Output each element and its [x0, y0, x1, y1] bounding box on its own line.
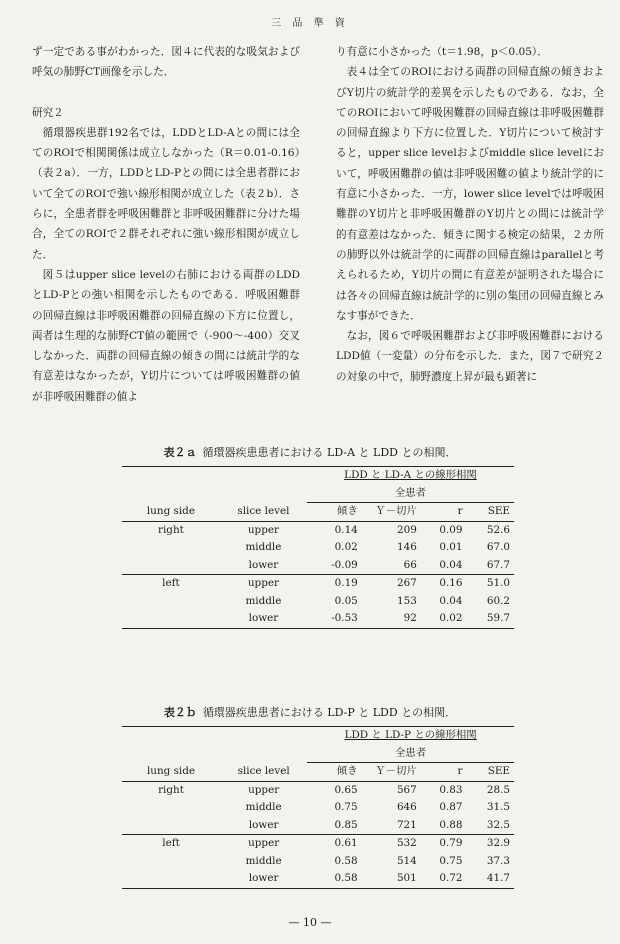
- table-cell: 532: [396, 837, 417, 849]
- table-cell: 0.83: [439, 783, 463, 796]
- table-cell: 0.58: [307, 870, 361, 888]
- table-cell: 0.01: [439, 541, 463, 553]
- table-cell: 0.16: [439, 577, 463, 589]
- table-cell: 0.04: [439, 594, 463, 607]
- table-b-subgroup-header: 全患者: [307, 745, 514, 763]
- table-cell: 153: [397, 594, 417, 607]
- table-cell: 0.65: [334, 783, 358, 796]
- table-cell: 0.02: [334, 541, 358, 553]
- table-a: [122, 466, 514, 629]
- table-cell: 92: [362, 610, 421, 628]
- table-cell: 501: [362, 870, 421, 888]
- table-a-title: [0, 444, 620, 460]
- table-cell: [122, 557, 220, 575]
- table-cell: 67.7: [467, 557, 514, 575]
- table-cell: 0.09: [439, 523, 463, 536]
- col-header: lung side: [122, 763, 220, 782]
- table-b-caption: 循環器疾患患者における LD-P と LDD との相関．: [202, 706, 457, 719]
- table-cell: 59.7: [467, 610, 514, 628]
- table-a-group-header: LDD と LD-A との線形相関: [344, 469, 477, 481]
- table-cell: 0.61: [334, 837, 358, 849]
- table-cell: 66: [362, 557, 421, 575]
- table-cell: 0.72: [421, 870, 467, 888]
- table-cell: 0.85: [307, 817, 361, 835]
- table-cell: lower: [220, 610, 307, 628]
- col-header: slice level: [220, 763, 307, 782]
- table-row: [122, 521, 514, 539]
- col-header: r: [421, 763, 467, 782]
- table-cell: 32.9: [486, 837, 510, 849]
- table-cell: [122, 817, 220, 835]
- table-b-group-header: LDD と LD-P との線形相関: [344, 729, 477, 741]
- table-a-subgroup-header: 全患者: [307, 485, 514, 503]
- table-cell: 514: [396, 854, 417, 867]
- table-cell: 0.02: [421, 610, 467, 628]
- col-header: 傾き: [307, 763, 361, 782]
- table-cell: upper: [248, 783, 280, 796]
- table-cell: 67.0: [486, 541, 510, 553]
- table-cell: 267: [397, 577, 417, 589]
- paragraph: 循環器疾患群192名では，LDDとLD-Aとの間には全てのROIで相関関係は成立しなかった（R＝0.01-0.16）（表２a）．一方，LDDとLD-Pとの間には全患者群において全てのROIで強い線形相関が成立した（表２b）．さらに，全患者群を呼吸困難群と非呼吸困難群に分けた場合，全てのROIで２群それぞれに強い線形相関が成立した．: [32, 126, 300, 261]
- table-cell: right: [158, 783, 184, 796]
- table-row: [122, 870, 514, 888]
- running-header: 三 品 準 資: [271, 18, 349, 29]
- col-header: r: [421, 503, 467, 522]
- table-row: [122, 835, 514, 853]
- table-cell: 0.75: [334, 801, 358, 813]
- table-cell: right: [158, 523, 184, 536]
- table-row: [122, 593, 514, 611]
- table-row: [122, 799, 514, 817]
- page-number: — 10 —: [288, 916, 332, 929]
- paragraph: なお，図６で呼吸困難群および非呼吸困難群におけるLDD値（一変量）の分布を示した．また，図７で研究２の対象の中で，肺野濃度上昇が最も顕著に: [336, 330, 604, 383]
- table-cell: 0.14: [334, 523, 358, 536]
- table-row: [122, 781, 514, 799]
- table-cell: middle: [245, 594, 282, 607]
- table-cell: [122, 853, 220, 871]
- table-cell: upper: [247, 523, 279, 536]
- table-a-label: 表２ａ: [163, 446, 197, 459]
- table-cell: 51.0: [486, 577, 510, 589]
- table-cell: 37.3: [486, 854, 510, 867]
- table-cell: 52.6: [486, 523, 510, 536]
- paragraph: 図５はupper slice levelの右肺における両群のLDDとLD-Pとの強い相関を示したものである．呼吸困難群の回帰直線は非呼吸困難群の回帰直線の下方に位置し，両者は生理的な肺野CT値の範囲で（-900〜-400）交叉しなかった．両群の回帰直線の傾きの間には統計学的な有意差はなかったが，Y切片については呼吸困難群の値が非呼吸困難群の値よ: [32, 268, 300, 403]
- table-row: [122, 610, 514, 628]
- table-cell: 209: [397, 523, 417, 536]
- table-b-title: [0, 704, 620, 720]
- paragraph: 表４は全てのROIにおける両群の回帰直線の傾きおよびY切片の統計学的差異を示したものである．なお，全てのROIにおいて呼吸困難群の回帰直線は非呼吸困難群の回帰直線より下方に位置した．Y切片について検討すると，upper slice levelおよびmiddle slice levelにおいて，呼吸困難群の値は非呼吸困難の値より統計学的に有意に小さかった．一方，lower slice levelでは呼吸困難群のY切片と非呼吸困難群のY切片との間には統計学的有意差はなかった．傾きに関する検定の結果，２カ所の肺野以外は統計学的に両群の回帰直線はparallelと考えられるため，Y切片の間に有意差が証明された場合には各々の回帰直線は統計学的に別の集団の回帰直線とみなす事ができた．: [336, 66, 604, 322]
- table-cell: 28.5: [486, 783, 510, 796]
- table-cell: [122, 799, 220, 817]
- col-header: Ｙ－切片: [362, 763, 421, 782]
- table-cell: 0.75: [439, 854, 463, 867]
- table-cell: middle: [245, 854, 282, 867]
- table-b-label: 表２ｂ: [163, 706, 197, 719]
- table-row: [122, 557, 514, 575]
- table-cell: 41.7: [467, 870, 515, 888]
- col-header: Ｙ－切片: [362, 503, 421, 522]
- table-cell: 0.04: [421, 557, 467, 575]
- table-row: [122, 539, 514, 557]
- table-cell: 567: [396, 783, 417, 796]
- table-b: [122, 726, 514, 889]
- table-cell: -0.09: [307, 557, 362, 575]
- table-cell: 0.19: [334, 577, 358, 589]
- table-cell: 0.88: [421, 817, 467, 835]
- table-cell: 646: [396, 801, 417, 813]
- table-row: [122, 853, 514, 871]
- table-cell: [122, 610, 220, 628]
- table-cell: 0.79: [439, 837, 463, 849]
- col-header: slice level: [220, 503, 307, 522]
- left-column: [32, 42, 300, 407]
- table-cell: middle: [245, 801, 282, 813]
- table-cell: 32.5: [467, 817, 515, 835]
- table-cell: 0.87: [439, 801, 463, 813]
- paragraph: ず一定である事がわかった．図４に代表的な吸気および呼気の肺野CT画像を示した．: [32, 46, 300, 79]
- table-cell: [122, 593, 220, 611]
- table-cell: [122, 539, 220, 557]
- table-cell: lower: [220, 870, 307, 888]
- table-cell: 0.58: [334, 854, 358, 867]
- table-cell: upper: [247, 577, 279, 589]
- table-row: [122, 817, 514, 835]
- table-cell: lower: [220, 557, 307, 575]
- paragraph: り有意に小さかった（t＝1.98，p＜0.05）．: [336, 46, 548, 58]
- table-cell: [122, 870, 220, 888]
- table-cell: -0.53: [307, 610, 362, 628]
- table-cell: middle: [245, 541, 282, 553]
- table-row: [122, 575, 514, 593]
- col-header: SEE: [467, 763, 515, 782]
- right-column: [336, 42, 604, 387]
- table-cell: 0.05: [334, 594, 358, 607]
- table-cell: left: [162, 577, 180, 589]
- table-cell: left: [162, 837, 180, 849]
- table-cell: 721: [362, 817, 421, 835]
- col-header: SEE: [467, 503, 514, 522]
- table-a-caption: 循環器疾患患者における LD-A と LDD との相関．: [202, 446, 457, 459]
- table-cell: 60.2: [486, 594, 510, 607]
- section-heading: 研究２: [32, 106, 64, 119]
- table-cell: upper: [248, 837, 280, 849]
- table-cell: lower: [220, 817, 307, 835]
- col-header: 傾き: [307, 503, 362, 522]
- table-cell: 146: [397, 541, 417, 553]
- col-header: lung side: [122, 503, 220, 522]
- table-cell: 31.5: [486, 801, 510, 813]
